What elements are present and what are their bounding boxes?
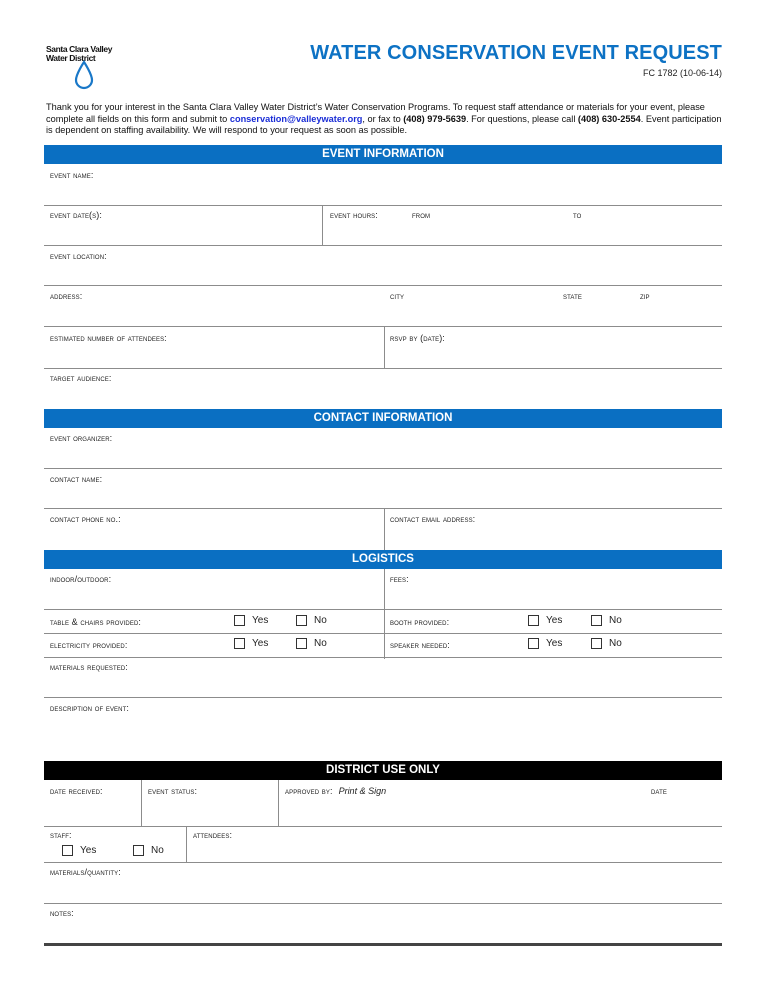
divider — [141, 780, 142, 826]
contact-phone-field[interactable]: contact phone no.: — [50, 514, 121, 524]
staff-no-checkbox[interactable] — [133, 845, 164, 856]
water-drop-icon — [73, 60, 95, 90]
divider — [44, 468, 722, 469]
zip-field[interactable]: zip — [640, 291, 650, 301]
indoor-outdoor-field[interactable]: indoor/outdoor: — [50, 574, 112, 584]
speaker-label: speaker needed: — [390, 640, 450, 650]
table-chairs-no-checkbox[interactable] — [296, 615, 327, 626]
staff-yes-checkbox[interactable] — [62, 845, 96, 856]
option-label: Yes — [252, 615, 269, 626]
option-label: No — [314, 615, 327, 626]
section-header-contact-information: CONTACT INFORMATION — [44, 409, 722, 428]
checkbox-icon — [296, 638, 307, 649]
phone-number: (408) 630-2554 — [577, 113, 641, 124]
event-location-field[interactable]: event location: — [50, 251, 107, 261]
event-status-field[interactable]: event status: — [148, 786, 198, 796]
checkbox-icon — [234, 638, 245, 649]
divider — [44, 326, 722, 327]
booth-yes-checkbox[interactable] — [528, 615, 562, 626]
materials-requested-field[interactable]: materials requested: — [50, 662, 128, 672]
email-link[interactable]: conservation@valleywater.org — [229, 113, 363, 124]
divider — [44, 245, 722, 246]
divider — [384, 509, 385, 550]
electricity-no-checkbox[interactable] — [296, 638, 327, 649]
divider — [44, 862, 722, 863]
contact-email-field[interactable]: contact email address: — [390, 514, 476, 524]
notes-field[interactable]: notes: — [50, 908, 74, 918]
event-organizer-field[interactable]: event organizer: — [50, 433, 113, 443]
booth-no-checkbox[interactable] — [591, 615, 622, 626]
fees-field[interactable]: fees: — [390, 574, 409, 584]
form-number: FC 1782 (10-06-14) — [642, 68, 722, 78]
table-chairs-label: table & chairs provided: — [50, 617, 141, 627]
city-field[interactable]: city — [390, 291, 405, 301]
checkbox-icon — [296, 615, 307, 626]
divider — [44, 657, 722, 658]
rsvp-date-field[interactable]: rsvp by (date): — [390, 333, 445, 343]
table-chairs-yes-checkbox[interactable] — [234, 615, 268, 626]
materials-quantity-field[interactable]: materials/quantity: — [50, 867, 121, 877]
intro-text: Thank you for your interest in the Santa Clara Valley Water District’s Water Conservation Programs. To request staff attendance or materials for your event, please complete all fields on this form and submit to — [46, 102, 705, 124]
intro-paragraph — [46, 102, 726, 137]
option-label: Yes — [252, 638, 269, 649]
divider — [44, 285, 722, 286]
checkbox-icon — [591, 615, 602, 626]
divider — [44, 633, 722, 634]
divider — [384, 569, 385, 659]
option-label: No — [151, 845, 164, 856]
event-hours-from-field[interactable]: from — [412, 210, 431, 220]
date-received-field[interactable]: date received: — [50, 786, 103, 796]
bottom-rule — [44, 943, 722, 946]
divider — [44, 609, 722, 610]
section-header-logistics: LOGISTICS — [44, 550, 722, 569]
checkbox-icon — [528, 615, 539, 626]
checkbox-icon — [591, 638, 602, 649]
divider — [44, 508, 722, 509]
staff-label: staff: — [50, 830, 72, 840]
speaker-no-checkbox[interactable] — [591, 638, 622, 649]
electricity-label: electricity provided: — [50, 640, 128, 650]
intro-text: , or fax to — [362, 113, 404, 124]
address-field[interactable]: address: — [50, 291, 83, 301]
event-hours-label: event hours: — [330, 210, 378, 220]
attendees-count-field[interactable]: attendees: — [193, 830, 233, 840]
divider — [44, 697, 722, 698]
event-description-field[interactable]: description of event: — [50, 703, 129, 713]
approval-date-field[interactable]: date — [651, 786, 667, 796]
attendees-field[interactable]: estimated number of attendees: — [50, 333, 167, 343]
approved-by-field[interactable] — [285, 786, 386, 796]
intro-text: . Event participation is dependent on staffing availability. We will respond to your request as soon as possible. — [46, 113, 722, 135]
fax-number: (408) 979-5639 — [403, 113, 467, 124]
event-hours-to-field[interactable]: to — [573, 210, 582, 220]
section-header-district-use-only: DISTRICT USE ONLY — [44, 761, 722, 780]
target-audience-field[interactable]: target audience: — [50, 373, 112, 383]
option-label: No — [609, 615, 622, 626]
divider — [44, 826, 722, 827]
form-title: WATER CONSERVATION EVENT REQUEST — [310, 42, 722, 64]
logo-line-1: Santa Clara Valley — [46, 44, 113, 54]
checkbox-icon — [528, 638, 539, 649]
print-sign-hint: Print & Sign — [338, 786, 387, 796]
option-label: Yes — [80, 845, 97, 856]
checkbox-icon — [234, 615, 245, 626]
option-label: Yes — [546, 638, 563, 649]
divider — [322, 206, 323, 245]
divider — [186, 827, 187, 863]
booth-label: booth provided: — [390, 617, 450, 627]
divider — [44, 205, 722, 206]
divider — [278, 780, 279, 826]
logo-line-2: Water District — [46, 53, 96, 63]
divider — [384, 327, 385, 368]
divider — [44, 368, 722, 369]
checkbox-icon — [62, 845, 73, 856]
state-field[interactable]: state — [563, 291, 582, 301]
contact-name-field[interactable]: contact name: — [50, 474, 103, 484]
electricity-yes-checkbox[interactable] — [234, 638, 268, 649]
speaker-yes-checkbox[interactable] — [528, 638, 562, 649]
option-label: No — [314, 638, 327, 649]
option-label: No — [609, 638, 622, 649]
event-dates-field[interactable]: event date(s): — [50, 210, 102, 220]
section-header-event-information: EVENT INFORMATION — [44, 145, 722, 164]
option-label: Yes — [546, 615, 563, 626]
checkbox-icon — [133, 845, 144, 856]
intro-text: . For questions, please call — [466, 113, 578, 124]
approved-by-label: approved by: — [285, 786, 333, 796]
event-name-field[interactable]: event name: — [50, 170, 94, 180]
divider — [44, 903, 722, 904]
